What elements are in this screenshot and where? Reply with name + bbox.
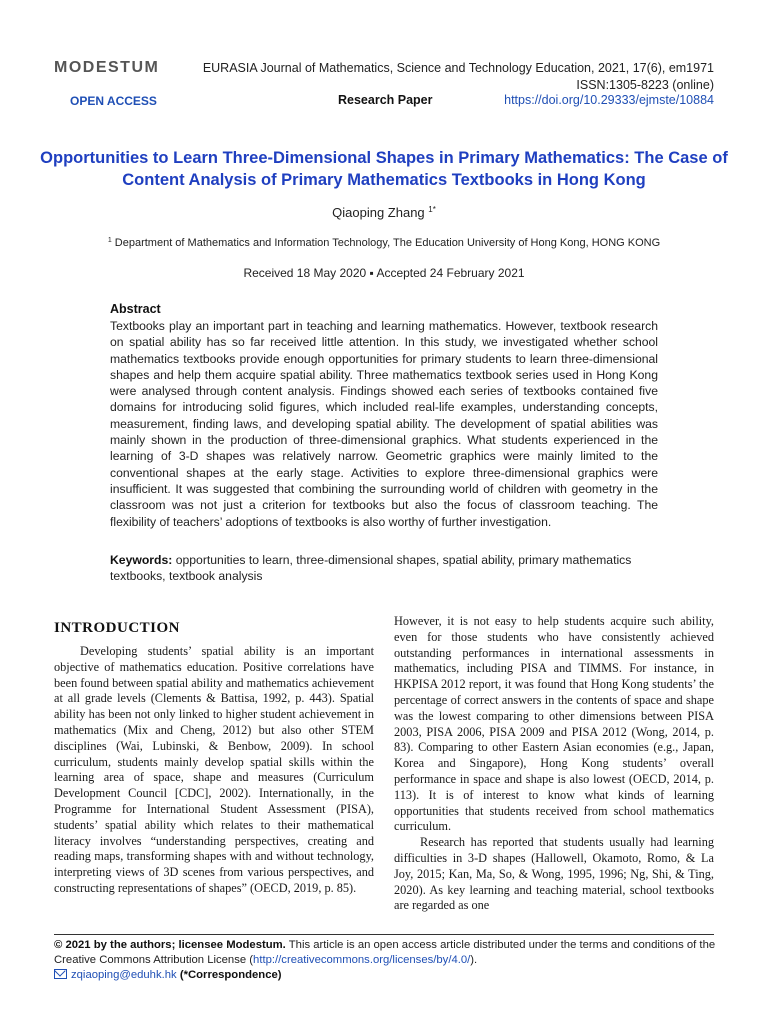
author-superscript: 1* xyxy=(428,205,436,214)
journal-citation: EURASIA Journal of Mathematics, Science and Technology Education, 2021, 17(6), em1971 xyxy=(202,61,714,75)
copyright: © 2021 by the authors; licensee Modestum. xyxy=(54,939,286,951)
abstract-heading: Abstract xyxy=(110,302,161,316)
envelope-icon xyxy=(54,969,67,979)
author-name[interactable]: Qiaoping Zhang xyxy=(332,205,425,220)
publisher-logo: MODESTUM xyxy=(54,59,160,76)
article-title: Opportunities to Learn Three-Dimensional Shapes in Primary Mathematics: The Case of Content Analysis of Primary Mathematics Textbooks in Hong Kong xyxy=(40,149,728,189)
correspondence-label: (*Correspondence) xyxy=(179,969,282,981)
body-paragraph: Research has reported that students usually had learning difficulties in 3-D shapes (Hallowell, Okamoto, Romo, & La Joy, 2015; Kan, Ma, So, & Wong, 1995, 1996; Ng, Shi, & Ting, 2020). As key learning and teaching material, school textbooks are regarded as one xyxy=(394,835,714,913)
body-paragraph: Developing students’ spatial ability is an important objective of mathematics education. Positive correlations have been found between spatial ability and mathematics achievement at all grade levels (Clements & Battisa, 1992, p. 443). Spatial ability has been not only linked to higher student achievement in mathematics (Mix and Cheng, 2012) but also other STEM disciplines (Wai, Lubinski, & Benbow, 2009). In school curriculum, students mainly develop spatial skills within the learning area of space, shape and measures (Curriculum Development Council [CDC], 2002). Internationally, in the Programme for International Student Assessment (PISA), students’ spatial ability which relates to their mathematical literacy involves “understanding perspectives, creating and reading maps, transforming shapes with and without technology, interpreting views of 3D scenes from various perspectives, and constructing representations of shapes” (OECD, 2019, p. 85). xyxy=(54,644,374,895)
abstract-text: Textbooks play an important part in teaching and learning mathematics. However, textbook research on spatial ability has so far received little attention. In this study, we investigated whether school mathematics textbooks provide enough opportunities for primary students to learn three-dimensional shapes and help them acquire spatial ability. Three mathematics textbook series used in Hong Kong were analysed through content analysis. Findings showed each series of textbooks contained five domains for introducing solid figures, which included real-life examples, understanding concepts, measurement, finding laws, and developing spatial ability. The development of spatial abilities was mainly shown in the production of three-dimensional graphics. What students experienced in the learning of 3-D shapes was relatively narrow. Geometric graphics were mainly limited to the conventional shapes at the early stage. Activities to explore three-dimensional graphics were insufficient. It was suggested that combining the surrounding world of children with geometry in the classroom was not just a criterion for textbooks but also the focus of classroom teaching. The flexibility of teachers’ adoptions of textbooks is also worthy of further investigation. xyxy=(110,319,658,529)
keywords-text: opportunities to learn, three-dimensional shapes, spatial ability, primary mathematics textbooks, textbook analysis xyxy=(110,553,632,584)
right-column xyxy=(394,614,714,914)
affiliation-text: Department of Mathematics and Information Technology, The Education University of Hong Kong, HONG KONG xyxy=(114,237,661,249)
issn: ISSN:1305-8223 (online) xyxy=(576,78,714,92)
license-text: This article is an open access article distributed under the terms and conditions of the Creative Commons Attribution License ( xyxy=(54,939,716,966)
section-heading-introduction: INTRODUCTION xyxy=(54,620,181,636)
correspondence-line xyxy=(54,968,716,983)
author xyxy=(0,205,768,220)
doi-link[interactable]: https://doi.org/10.29333/ejmste/10884 xyxy=(504,93,714,107)
footer-divider xyxy=(54,934,714,935)
footer-note xyxy=(54,938,716,983)
paper-type: Research Paper xyxy=(338,93,433,107)
license-end: ). xyxy=(470,954,478,966)
email-link[interactable]: zqiaoping@eduhk.hk xyxy=(71,969,177,981)
open-access-label: OPEN ACCESS xyxy=(70,94,157,108)
left-column xyxy=(54,644,374,897)
affiliation-superscript: 1 xyxy=(107,237,112,244)
license-link[interactable]: http://creativecommons.org/licenses/by/4.0/ xyxy=(253,954,471,966)
affiliation xyxy=(60,237,708,249)
body-paragraph: However, it is not easy to help students acquire such ability, even for those students who have consistently achieved outstanding performances in international assessments in mathematics, including PISA and TIMMS. For instance, in HKPISA 2012 report, it was found that Hong Kong students’ the percentage of correct answers in the contents of space and shape was the lowest comparing to other dimensions between PISA 2003, PISA 2006, PISA 2009 and PISA 2012 (Wong, 2014, p. 83). Comparing to other Eastern Asian economies (e.g., Japan, Korea and Singapore), Hong Kong students’ overall performance in space and shape is also lowest (OECD, 2014, p. 113). It is of interest to know what kinds of learning opportunities that students received from school mathematics curriculum. xyxy=(394,614,714,834)
keywords xyxy=(110,552,658,585)
license-note xyxy=(54,938,716,968)
keywords-label: Keywords: xyxy=(110,553,173,567)
article-dates: Received 18 May 2020 ▪ Accepted 24 February 2021 xyxy=(243,266,525,280)
